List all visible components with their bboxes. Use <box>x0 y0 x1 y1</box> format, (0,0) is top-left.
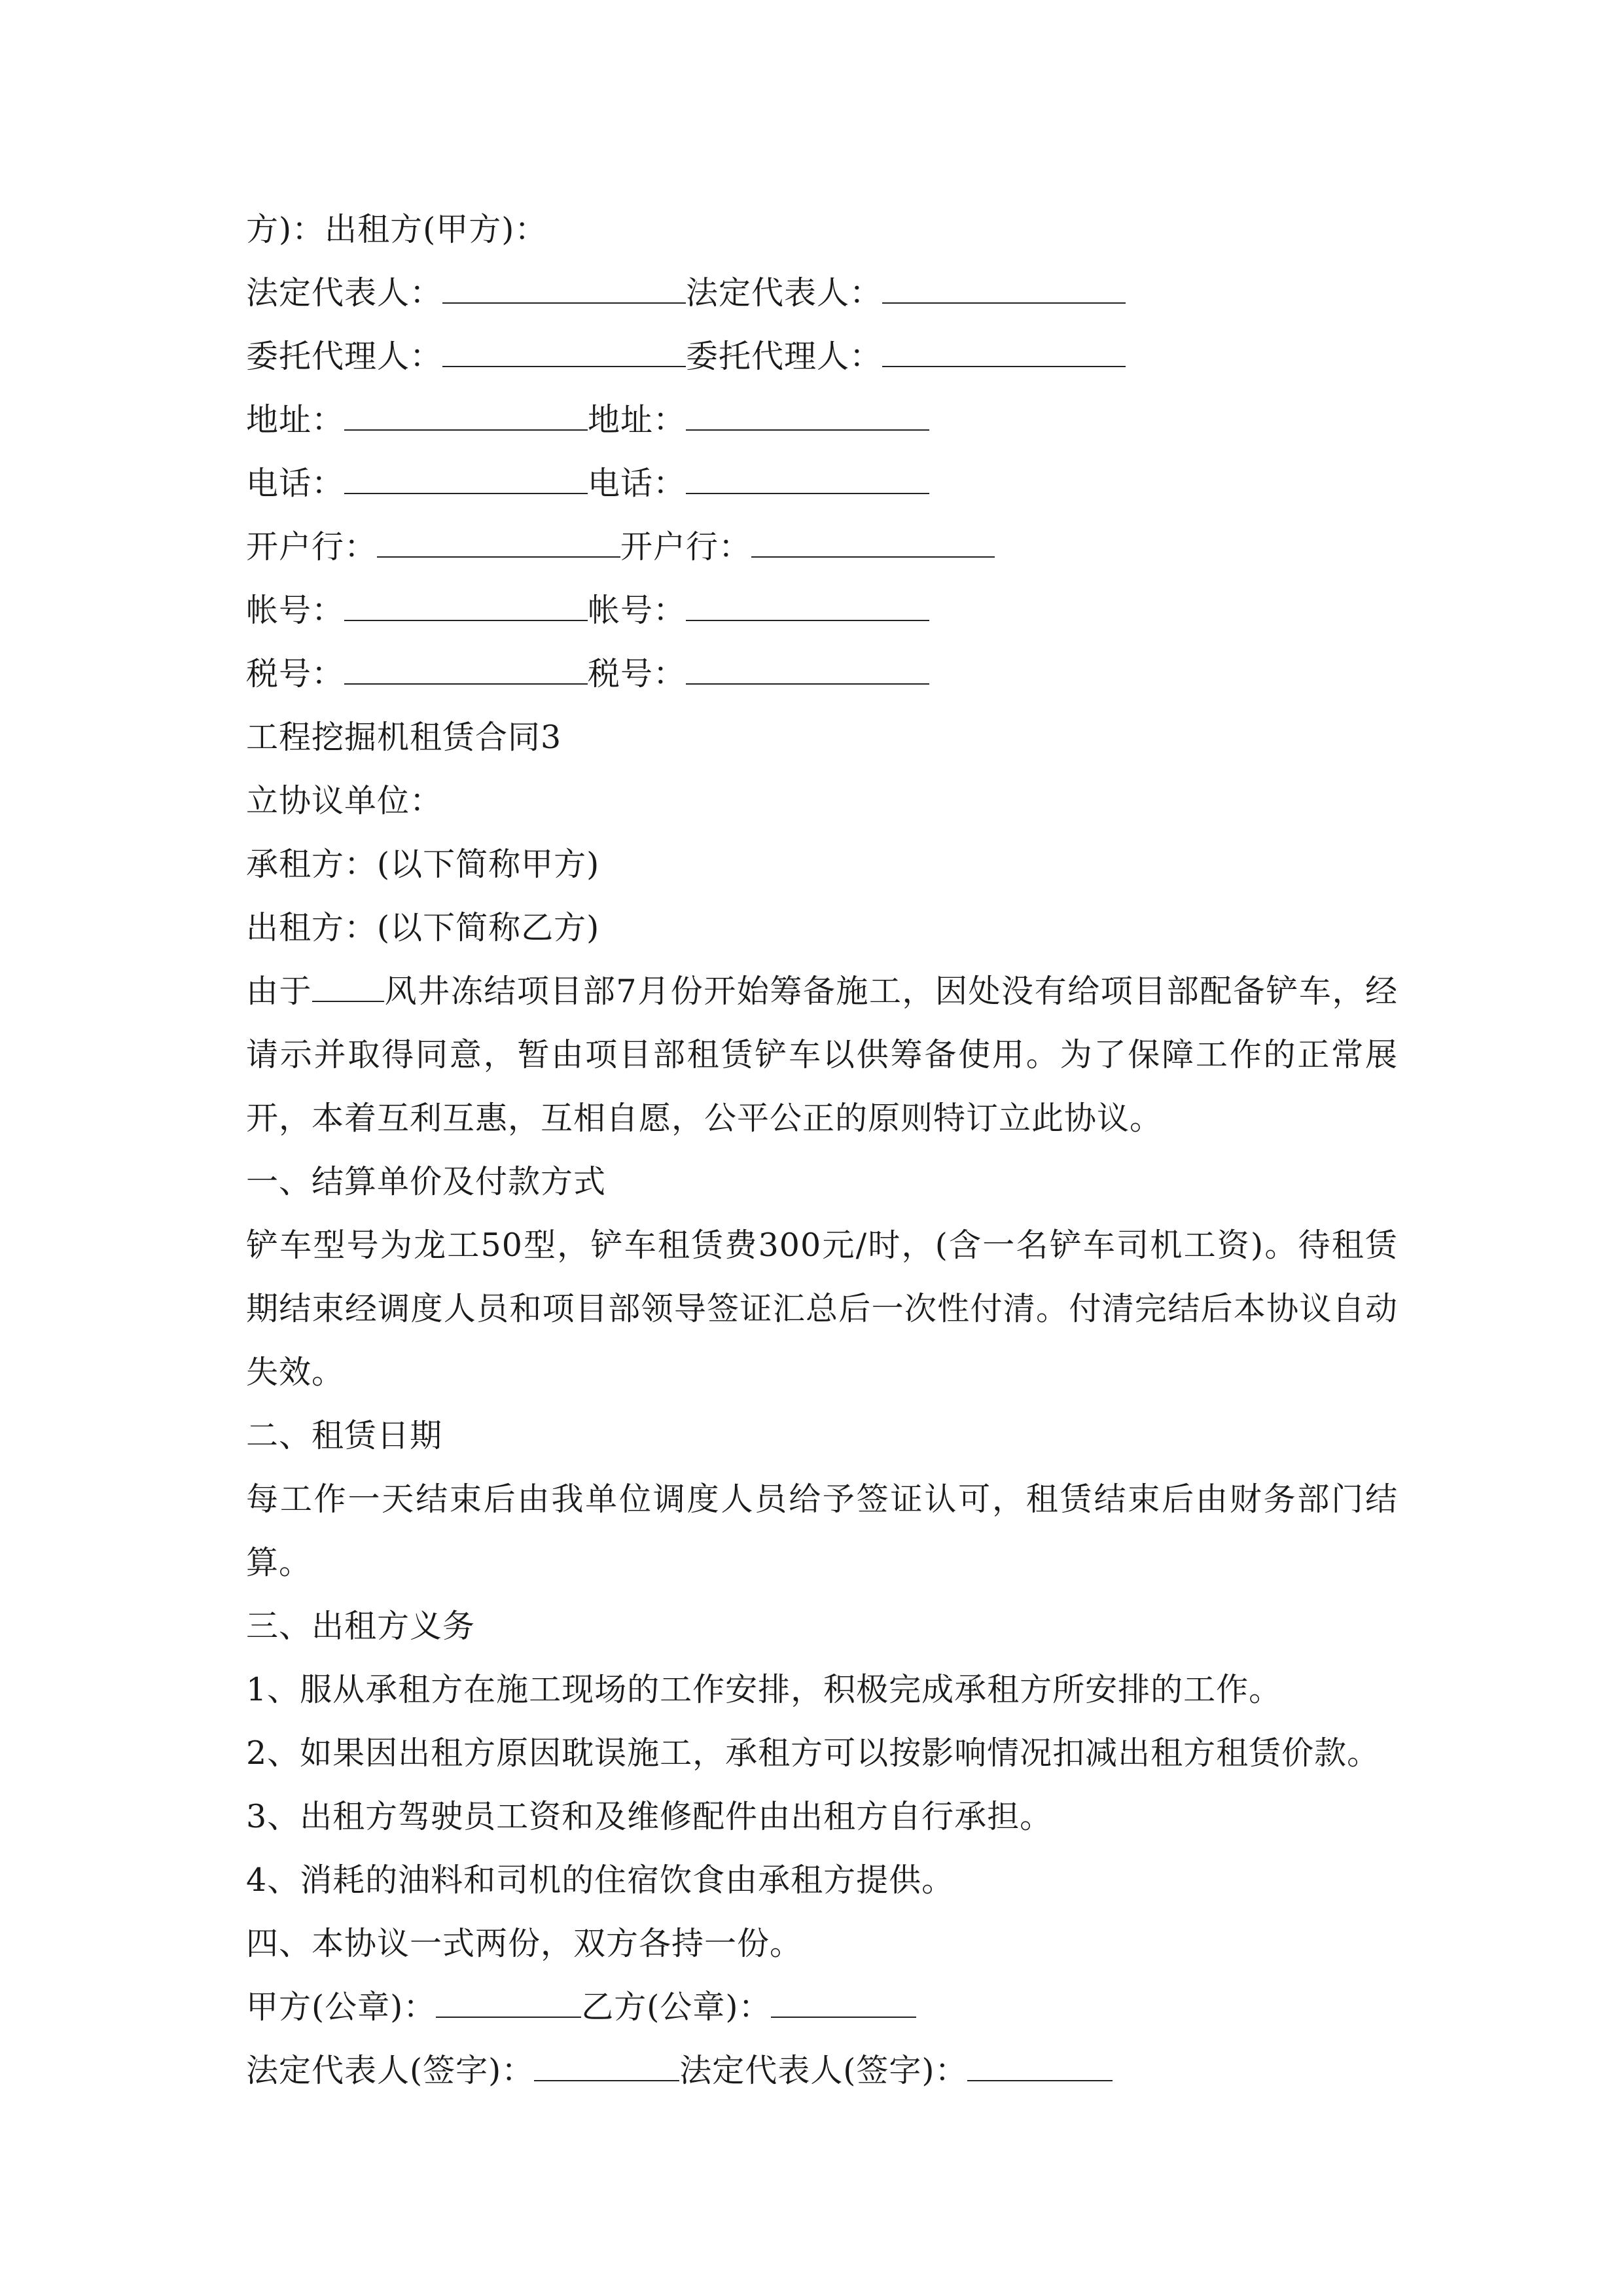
header-line: 方)：出租方(甲方)： <box>246 211 548 248</box>
field-label-right: 法定代表人： <box>686 274 883 312</box>
blank-line <box>344 594 588 621</box>
blank-line <box>686 657 929 685</box>
blank-line <box>344 403 588 431</box>
party-field-row-bank <box>246 515 1398 579</box>
blank-line <box>312 975 384 1002</box>
field-label-left: 地址： <box>246 401 345 439</box>
blank-line <box>344 657 588 685</box>
intro-prefix: 由于 <box>246 973 313 1010</box>
lessee-line: 承租方：(以下简称甲方) <box>246 846 600 883</box>
blank-line <box>882 340 1126 367</box>
field-label-left: 法定代表人： <box>246 274 443 312</box>
signature-row-seal <box>246 1975 1398 2039</box>
blank-line <box>442 340 686 367</box>
section4-line: 四、本协议一式两份，双方各持一份。 <box>246 1925 803 1962</box>
section3-item: 4、消耗的油料和司机的住宿饮食由承租方提供。 <box>246 1861 955 1899</box>
sign-rep-b-label: 法定代表人(签字)： <box>679 2052 968 2089</box>
sign-party-b-label: 乙方(公章)： <box>581 1988 772 2026</box>
field-label-right: 帐号： <box>588 592 687 629</box>
section1-body: 铲车型号为龙工50型，铲车租赁费300元/时，(含一名铲车司机工资)。待租赁期结束经调度人员和项目部领导签证汇总后一次性付清。付清完结后本协议自动失效。 <box>246 1227 1398 1391</box>
field-label-left: 电话： <box>246 465 345 502</box>
section2-body: 每工作一天结束后由我单位调度人员给予签证认可，租赁结束后由财务部门结算。 <box>246 1480 1398 1581</box>
blank-line <box>751 530 995 558</box>
party-field-row-legal-rep <box>246 261 1398 325</box>
section1-heading: 一、结算单价及付款方式 <box>246 1163 607 1200</box>
party-field-row-tax <box>246 642 1398 706</box>
blank-line <box>686 403 929 431</box>
blank-line <box>442 276 686 304</box>
blank-line <box>377 530 620 558</box>
blank-line <box>967 2054 1113 2081</box>
blank-line <box>686 594 929 621</box>
parties-heading: 立协议单位： <box>246 782 443 819</box>
party-field-row-address <box>246 388 1398 452</box>
blank-line <box>344 467 588 494</box>
contract-title: 工程挖掘机租赁合同3 <box>246 719 562 756</box>
intro-paragraph <box>246 960 1398 1150</box>
field-label-left: 开户行： <box>246 528 378 565</box>
section3-heading: 三、出租方义务 <box>246 1607 476 1645</box>
field-label-left: 帐号： <box>246 592 345 629</box>
field-label-right: 地址： <box>588 401 687 439</box>
blank-line <box>534 2054 679 2081</box>
party-field-row-account <box>246 579 1398 642</box>
field-label-left: 委托代理人： <box>246 338 443 375</box>
blank-line <box>436 1990 581 2018</box>
signature-row-rep <box>246 2039 1398 2102</box>
section3-item: 2、如果因出租方原因耽误施工，承租方可以按影响情况扣减出租方租赁价款。 <box>246 1734 1380 1772</box>
blank-line <box>882 276 1126 304</box>
party-field-row-phone <box>246 452 1398 515</box>
field-label-right: 电话： <box>588 465 687 502</box>
lessor-line: 出租方：(以下简称乙方) <box>246 909 600 946</box>
field-label-right: 委托代理人： <box>686 338 883 375</box>
section3-item: 3、出租方驾驶员工资和及维修配件由出租方自行承担。 <box>246 1798 1053 1835</box>
party-field-row-agent <box>246 325 1398 388</box>
sign-party-a-label: 甲方(公章)： <box>246 1988 437 2026</box>
blank-line <box>686 467 929 494</box>
section3-item: 1、服从承租方在施工现场的工作安排，积极完成承租方所安排的工作。 <box>246 1671 1282 1708</box>
blank-line <box>771 1990 916 2018</box>
field-label-right: 税号： <box>588 655 687 692</box>
field-label-left: 税号： <box>246 655 345 692</box>
section2-heading: 二、租赁日期 <box>246 1417 443 1454</box>
sign-rep-a-label: 法定代表人(签字)： <box>246 2052 535 2089</box>
intro-text: 风井冻结项目部7月份开始筹备施工，因处没有给项目部配备铲车，经请示并取得同意，暂由项目部租赁铲车以供筹备使用。为了保障工作的正常展开，本着互利互惠，互相自愿，公平公正的原则特订立此协议。 <box>246 973 1398 1137</box>
document-body <box>246 198 1398 2102</box>
field-label-right: 开户行： <box>620 528 752 565</box>
